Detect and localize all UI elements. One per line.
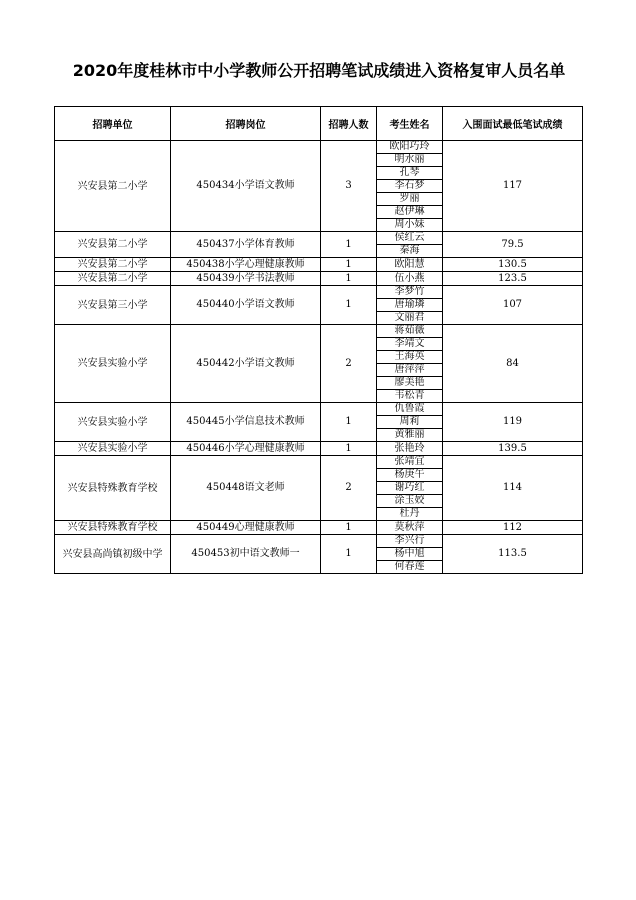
count-cell: 1 (321, 286, 377, 325)
table-row (55, 325, 583, 338)
unit-cell: 兴安县高尚镇初级中学 (55, 535, 171, 574)
candidate-name: 仇鲁霞 (377, 403, 443, 416)
candidate-name: 周莉 (377, 416, 443, 429)
count-cell: 1 (321, 521, 377, 535)
unit-cell: 兴安县第二小学 (55, 258, 171, 272)
unit-cell: 兴安县第二小学 (55, 232, 171, 258)
header-post: 招聘岗位 (171, 107, 321, 141)
candidate-name: 侯红云 (377, 232, 443, 245)
table-row (55, 286, 583, 299)
table-row (55, 521, 583, 535)
count-cell: 1 (321, 535, 377, 574)
unit-cell: 兴安县实验小学 (55, 325, 171, 403)
post-cell: 450434小学语文教师 (171, 141, 321, 232)
candidate-name: 蒋茹薇 (377, 325, 443, 338)
post-cell: 450442小学语文教师 (171, 325, 321, 403)
table-row (55, 258, 583, 272)
count-cell: 1 (321, 272, 377, 286)
candidate-name: 张艳玲 (377, 442, 443, 456)
table-row (55, 272, 583, 286)
count-cell: 1 (321, 232, 377, 258)
post-cell: 450437小学体育教师 (171, 232, 321, 258)
unit-cell: 兴安县特殊教育学校 (55, 521, 171, 535)
candidate-name: 涂玉姣 (377, 495, 443, 508)
post-cell: 450449心理健康教师 (171, 521, 321, 535)
candidate-name: 罗丽 (377, 193, 443, 206)
candidate-name: 谢巧红 (377, 482, 443, 495)
post-cell: 450446小学心理健康教师 (171, 442, 321, 456)
score-cell: 114 (443, 456, 583, 521)
post-cell: 450453初中语文教师一 (171, 535, 321, 574)
post-cell: 450439小学书法教师 (171, 272, 321, 286)
count-cell: 1 (321, 442, 377, 456)
candidate-name: 李梦竹 (377, 286, 443, 299)
table-row (55, 535, 583, 548)
count-cell: 3 (321, 141, 377, 232)
candidate-name: 赵伊琳 (377, 206, 443, 219)
count-cell: 1 (321, 258, 377, 272)
unit-cell: 兴安县第二小学 (55, 141, 171, 232)
candidate-name: 莫秋萍 (377, 521, 443, 535)
candidate-name: 王海英 (377, 351, 443, 364)
candidate-name: 李靖文 (377, 338, 443, 351)
table-body (55, 141, 583, 574)
score-cell: 113.5 (443, 535, 583, 574)
unit-cell: 兴安县实验小学 (55, 403, 171, 442)
candidate-name: 杨中旭 (377, 548, 443, 561)
post-cell: 450445小学信息技术教师 (171, 403, 321, 442)
header-name: 考生姓名 (377, 107, 443, 141)
candidate-name: 明水丽 (377, 154, 443, 167)
table-row (55, 456, 583, 469)
candidate-name: 黄雅丽 (377, 429, 443, 442)
score-cell: 123.5 (443, 272, 583, 286)
results-table (54, 106, 583, 574)
score-cell: 107 (443, 286, 583, 325)
score-cell: 79.5 (443, 232, 583, 258)
candidate-name: 周小妹 (377, 219, 443, 232)
candidate-name: 孔琴 (377, 167, 443, 180)
post-cell: 450440小学语文教师 (171, 286, 321, 325)
header-score: 入围面试最低笔试成绩 (443, 107, 583, 141)
post-cell: 450438小学心理健康教师 (171, 258, 321, 272)
score-cell: 117 (443, 141, 583, 232)
unit-cell: 兴安县第二小学 (55, 272, 171, 286)
candidate-name: 廖美艳 (377, 377, 443, 390)
table-header-row (55, 107, 583, 141)
candidate-name: 唐瑜璘 (377, 299, 443, 312)
candidate-name: 张靖宜 (377, 456, 443, 469)
page-title: 2020年度桂林市中小学教师公开招聘笔试成绩进入资格复审人员名单 (72, 61, 566, 80)
candidate-name: 伍小燕 (377, 272, 443, 286)
candidate-name: 欧阳慧 (377, 258, 443, 272)
table-row (55, 442, 583, 456)
table-row (55, 141, 583, 154)
candidate-name: 杜丹 (377, 508, 443, 521)
candidate-name: 李兴行 (377, 535, 443, 548)
unit-cell: 兴安县特殊教育学校 (55, 456, 171, 521)
candidate-name: 唐萍萍 (377, 364, 443, 377)
score-cell: 84 (443, 325, 583, 403)
score-cell: 139.5 (443, 442, 583, 456)
count-cell: 2 (321, 325, 377, 403)
post-cell: 450448语文老师 (171, 456, 321, 521)
score-cell: 119 (443, 403, 583, 442)
header-unit: 招聘单位 (55, 107, 171, 141)
candidate-name: 欧阳巧玲 (377, 141, 443, 154)
candidate-name: 李石梦 (377, 180, 443, 193)
count-cell: 2 (321, 456, 377, 521)
count-cell: 1 (321, 403, 377, 442)
unit-cell: 兴安县第三小学 (55, 286, 171, 325)
candidate-name: 文丽君 (377, 312, 443, 325)
unit-cell: 兴安县实验小学 (55, 442, 171, 456)
candidate-name: 秦海 (377, 245, 443, 258)
table-row (55, 403, 583, 416)
score-cell: 112 (443, 521, 583, 535)
header-count: 招聘人数 (321, 107, 377, 141)
candidate-name: 杨庚午 (377, 469, 443, 482)
score-cell: 130.5 (443, 258, 583, 272)
table-row (55, 232, 583, 245)
candidate-name: 韦松青 (377, 390, 443, 403)
candidate-name: 何春莲 (377, 561, 443, 574)
